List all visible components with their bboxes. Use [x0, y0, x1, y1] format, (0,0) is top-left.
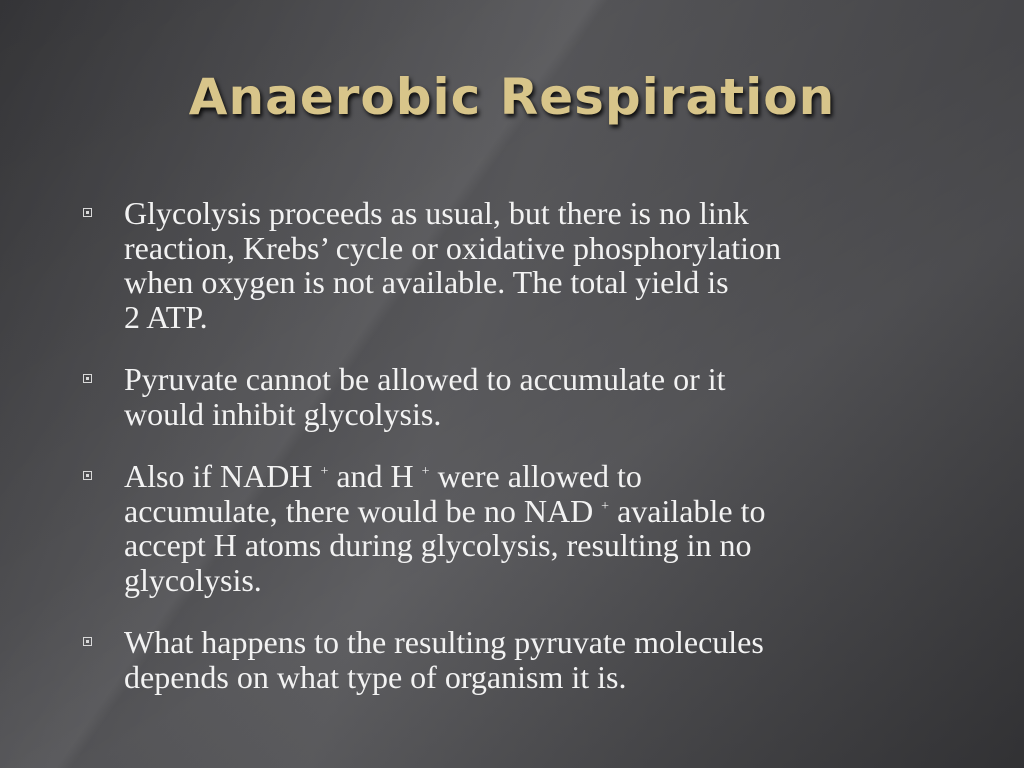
text-line: reaction, Krebs’ cycle or oxidative phosphorylation — [124, 229, 781, 266]
text-line: What happens to the resulting pyruvate molecules — [124, 624, 764, 660]
square-bullet-icon — [83, 208, 92, 217]
text-line: Glycolysis proceeds as usual, but there is no link — [124, 195, 749, 231]
text-fragment: available to — [609, 492, 766, 529]
slide-title: Anaerobic Respiration — [188, 68, 836, 126]
text-line: accept H atoms during glycolysis, resulting in no — [124, 527, 752, 563]
text-fragment: accumulate, there would be no NAD — [124, 492, 602, 529]
text-line: glycolysis. — [124, 561, 262, 598]
superscript-plus: + — [601, 498, 610, 514]
text-line: would inhibit glycolysis. — [124, 395, 442, 432]
text-line — [124, 494, 980, 529]
square-bullet-icon — [83, 637, 92, 646]
text-line: when oxygen is not available. The total yield is — [124, 264, 729, 300]
bullet-item-4 — [80, 625, 980, 694]
text-fragment: were allowed to — [429, 458, 642, 494]
text-line: Pyruvate cannot be allowed to accumulate or it — [124, 361, 726, 397]
bullet-text — [124, 625, 980, 694]
superscript-plus: + — [421, 464, 430, 479]
text-fragment: Also if NADH — [124, 458, 321, 494]
text-line — [124, 459, 980, 494]
text-fragment: and H — [328, 458, 422, 494]
bullet-item-2 — [80, 362, 980, 431]
bullet-list — [80, 196, 980, 722]
bullet-text — [124, 459, 980, 597]
square-bullet-icon — [83, 471, 92, 480]
square-bullet-icon — [83, 374, 92, 383]
bullet-text — [124, 196, 980, 334]
bullet-item-1 — [80, 196, 980, 334]
text-line: depends on what type of organism it is. — [124, 658, 627, 695]
text-line: 2 ATP. — [124, 298, 208, 335]
superscript-plus: + — [320, 464, 329, 479]
bullet-text — [124, 362, 980, 431]
bullet-item-3 — [80, 459, 980, 597]
